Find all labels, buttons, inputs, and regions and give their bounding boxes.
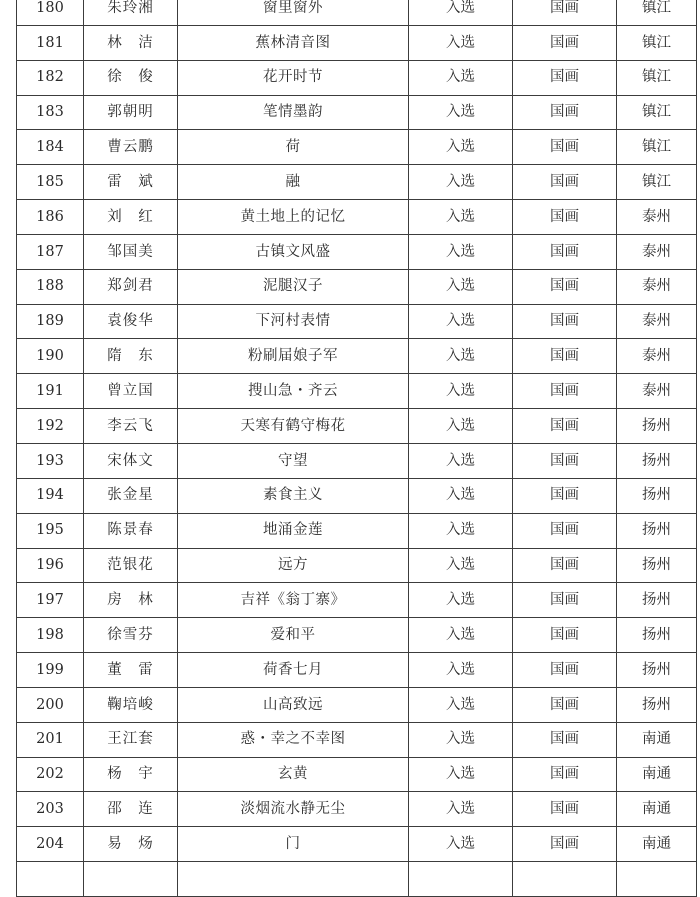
selection-result-cell: 入选 <box>409 548 513 583</box>
artist-name-cell: 李云飞 <box>84 409 178 444</box>
city-cell <box>617 862 697 897</box>
artwork-title-cell: 下河村表情 <box>178 304 409 339</box>
artist-name-cell: 范银花 <box>84 548 178 583</box>
entry-number-cell: 185 <box>17 165 84 200</box>
entry-number-cell: 182 <box>17 60 84 95</box>
city-cell: 扬州 <box>617 409 697 444</box>
table-row <box>17 478 697 513</box>
table-row <box>17 443 697 478</box>
artist-name-cell: 郑剑君 <box>84 269 178 304</box>
art-category-cell: 国画 <box>513 0 617 25</box>
artwork-title-cell: 远方 <box>178 548 409 583</box>
selection-result-cell: 入选 <box>409 165 513 200</box>
art-category-cell: 国画 <box>513 165 617 200</box>
city-cell: 南通 <box>617 792 697 827</box>
artwork-title-cell: 花开时节 <box>178 60 409 95</box>
artwork-title-cell: 素食主义 <box>178 478 409 513</box>
artist-name-cell: 房 林 <box>84 583 178 618</box>
artwork-title-cell <box>178 862 409 897</box>
artwork-title-cell: 地涌金莲 <box>178 513 409 548</box>
artist-name-cell: 林 洁 <box>84 25 178 60</box>
selection-result-cell <box>409 862 513 897</box>
selection-result-cell: 入选 <box>409 339 513 374</box>
artwork-title-cell: 泥腿汉子 <box>178 269 409 304</box>
artist-name-cell: 袁俊华 <box>84 304 178 339</box>
entry-number-cell: 192 <box>17 409 84 444</box>
selection-result-cell: 入选 <box>409 269 513 304</box>
entry-number-cell: 199 <box>17 653 84 688</box>
table-row <box>17 165 697 200</box>
artist-name-cell: 徐雪芬 <box>84 618 178 653</box>
selection-result-cell: 入选 <box>409 687 513 722</box>
entry-number-cell: 181 <box>17 25 84 60</box>
art-category-cell: 国画 <box>513 653 617 688</box>
selection-result-cell: 入选 <box>409 618 513 653</box>
selection-result-cell: 入选 <box>409 409 513 444</box>
art-category-cell: 国画 <box>513 200 617 235</box>
artwork-title-cell: 蕉林清音图 <box>178 25 409 60</box>
entry-number-cell: 197 <box>17 583 84 618</box>
table-row <box>17 792 697 827</box>
selection-result-cell: 入选 <box>409 234 513 269</box>
entry-number-cell: 187 <box>17 234 84 269</box>
artist-name-cell: 邵 连 <box>84 792 178 827</box>
entry-number-cell: 186 <box>17 200 84 235</box>
city-cell: 镇江 <box>617 165 697 200</box>
artwork-title-cell: 搜山急・齐云 <box>178 374 409 409</box>
art-category-cell: 国画 <box>513 304 617 339</box>
artwork-title-cell: 天寒有鹤守梅花 <box>178 409 409 444</box>
table-row <box>17 653 697 688</box>
city-cell: 南通 <box>617 757 697 792</box>
selection-result-cell: 入选 <box>409 130 513 165</box>
selection-result-cell: 入选 <box>409 792 513 827</box>
table-row <box>17 0 697 25</box>
table-row <box>17 827 697 862</box>
art-category-cell: 国画 <box>513 95 617 130</box>
entry-number-cell: 194 <box>17 478 84 513</box>
table-row <box>17 757 697 792</box>
city-cell: 泰州 <box>617 374 697 409</box>
art-category-cell: 国画 <box>513 374 617 409</box>
city-cell: 南通 <box>617 827 697 862</box>
entry-number-cell: 189 <box>17 304 84 339</box>
artist-name-cell: 张金星 <box>84 478 178 513</box>
city-cell: 镇江 <box>617 25 697 60</box>
selection-result-cell: 入选 <box>409 443 513 478</box>
table-body <box>17 0 697 896</box>
city-cell: 泰州 <box>617 304 697 339</box>
artist-name-cell: 陈景春 <box>84 513 178 548</box>
art-category-cell: 国画 <box>513 234 617 269</box>
city-cell: 泰州 <box>617 234 697 269</box>
artist-name-cell: 徐 俊 <box>84 60 178 95</box>
artwork-title-cell: 淡烟流水静无尘 <box>178 792 409 827</box>
entry-number-cell <box>17 862 84 897</box>
city-cell: 扬州 <box>617 548 697 583</box>
entry-number-cell: 183 <box>17 95 84 130</box>
artwork-title-cell: 吉祥《翁丁寨》 <box>178 583 409 618</box>
table-row <box>17 687 697 722</box>
art-category-cell: 国画 <box>513 25 617 60</box>
artwork-title-cell: 古镇文风盛 <box>178 234 409 269</box>
art-category-cell: 国画 <box>513 618 617 653</box>
artwork-title-cell: 守望 <box>178 443 409 478</box>
table-row <box>17 618 697 653</box>
entry-number-cell: 190 <box>17 339 84 374</box>
artwork-title-cell: 笔情墨韵 <box>178 95 409 130</box>
selection-result-cell: 入选 <box>409 304 513 339</box>
artist-name-cell: 邹国美 <box>84 234 178 269</box>
city-cell: 扬州 <box>617 687 697 722</box>
artwork-title-cell: 玄黄 <box>178 757 409 792</box>
city-cell: 泰州 <box>617 339 697 374</box>
table-row <box>17 130 697 165</box>
artwork-title-cell: 融 <box>178 165 409 200</box>
table-row <box>17 548 697 583</box>
artwork-title-cell: 荷香七月 <box>178 653 409 688</box>
selection-result-cell: 入选 <box>409 583 513 618</box>
art-category-cell: 国画 <box>513 513 617 548</box>
city-cell: 镇江 <box>617 0 697 25</box>
table-row <box>17 200 697 235</box>
city-cell: 镇江 <box>617 60 697 95</box>
artwork-title-cell: 黄土地上的记忆 <box>178 200 409 235</box>
selection-result-cell: 入选 <box>409 200 513 235</box>
art-category-cell: 国画 <box>513 827 617 862</box>
art-category-cell <box>513 862 617 897</box>
selection-result-cell: 入选 <box>409 513 513 548</box>
artwork-title-cell: 爱和平 <box>178 618 409 653</box>
city-cell: 泰州 <box>617 200 697 235</box>
art-category-cell: 国画 <box>513 409 617 444</box>
city-cell: 扬州 <box>617 443 697 478</box>
art-category-cell: 国画 <box>513 687 617 722</box>
table-row <box>17 513 697 548</box>
art-category-cell: 国画 <box>513 792 617 827</box>
artist-name-cell: 宋体文 <box>84 443 178 478</box>
selection-result-cell: 入选 <box>409 374 513 409</box>
selection-result-cell: 入选 <box>409 722 513 757</box>
table-row <box>17 409 697 444</box>
city-cell: 南通 <box>617 722 697 757</box>
city-cell: 扬州 <box>617 618 697 653</box>
artist-name-cell: 曹云鹏 <box>84 130 178 165</box>
entry-number-cell: 202 <box>17 757 84 792</box>
city-cell: 泰州 <box>617 269 697 304</box>
art-category-cell: 国画 <box>513 548 617 583</box>
selection-result-cell: 入选 <box>409 60 513 95</box>
art-category-cell: 国画 <box>513 583 617 618</box>
table-row <box>17 234 697 269</box>
art-category-cell: 国画 <box>513 269 617 304</box>
entry-number-cell: 203 <box>17 792 84 827</box>
artist-name-cell: 雷 斌 <box>84 165 178 200</box>
art-category-cell: 国画 <box>513 60 617 95</box>
entry-number-cell: 198 <box>17 618 84 653</box>
table-row <box>17 374 697 409</box>
table-row <box>17 722 697 757</box>
entry-number-cell: 200 <box>17 687 84 722</box>
table-row <box>17 862 697 897</box>
city-cell: 镇江 <box>617 95 697 130</box>
selection-result-cell: 入选 <box>409 653 513 688</box>
artist-name-cell: 朱玲湘 <box>84 0 178 25</box>
artist-name-cell: 易 炀 <box>84 827 178 862</box>
table-row <box>17 25 697 60</box>
entry-number-cell: 201 <box>17 722 84 757</box>
artist-name-cell <box>84 862 178 897</box>
artwork-title-cell: 惑・幸之不幸图 <box>178 722 409 757</box>
entry-number-cell: 196 <box>17 548 84 583</box>
city-cell: 镇江 <box>617 130 697 165</box>
city-cell: 扬州 <box>617 653 697 688</box>
entry-number-cell: 188 <box>17 269 84 304</box>
art-category-cell: 国画 <box>513 130 617 165</box>
artist-name-cell: 王江套 <box>84 722 178 757</box>
entry-number-cell: 195 <box>17 513 84 548</box>
artwork-title-cell: 窗里窗外 <box>178 0 409 25</box>
entry-number-cell: 180 <box>17 0 84 25</box>
selection-result-cell: 入选 <box>409 827 513 862</box>
table-row <box>17 269 697 304</box>
selection-result-cell: 入选 <box>409 757 513 792</box>
selection-result-cell: 入选 <box>409 25 513 60</box>
table-row <box>17 304 697 339</box>
city-cell: 扬州 <box>617 478 697 513</box>
art-category-cell: 国画 <box>513 339 617 374</box>
art-category-cell: 国画 <box>513 757 617 792</box>
selection-result-cell: 入选 <box>409 478 513 513</box>
selection-result-cell: 入选 <box>409 95 513 130</box>
artist-name-cell: 鞠培峻 <box>84 687 178 722</box>
entry-number-cell: 204 <box>17 827 84 862</box>
art-category-cell: 国画 <box>513 722 617 757</box>
table-row <box>17 583 697 618</box>
artwork-title-cell: 荷 <box>178 130 409 165</box>
entry-number-cell: 184 <box>17 130 84 165</box>
city-cell: 扬州 <box>617 513 697 548</box>
artwork-title-cell: 山高致远 <box>178 687 409 722</box>
artist-name-cell: 郭朝明 <box>84 95 178 130</box>
selection-result-cell: 入选 <box>409 0 513 25</box>
table-row <box>17 95 697 130</box>
artwork-title-cell: 门 <box>178 827 409 862</box>
art-category-cell: 国画 <box>513 478 617 513</box>
city-cell: 扬州 <box>617 583 697 618</box>
artist-name-cell: 曾立国 <box>84 374 178 409</box>
artist-name-cell: 刘 红 <box>84 200 178 235</box>
artist-name-cell: 杨 宇 <box>84 757 178 792</box>
document-page <box>16 0 696 897</box>
entries-table <box>16 0 697 897</box>
artist-name-cell: 隋 东 <box>84 339 178 374</box>
artwork-title-cell: 粉刷届娘子军 <box>178 339 409 374</box>
artist-name-cell: 董 雷 <box>84 653 178 688</box>
table-row <box>17 339 697 374</box>
table-row <box>17 60 697 95</box>
entry-number-cell: 191 <box>17 374 84 409</box>
art-category-cell: 国画 <box>513 443 617 478</box>
entry-number-cell: 193 <box>17 443 84 478</box>
